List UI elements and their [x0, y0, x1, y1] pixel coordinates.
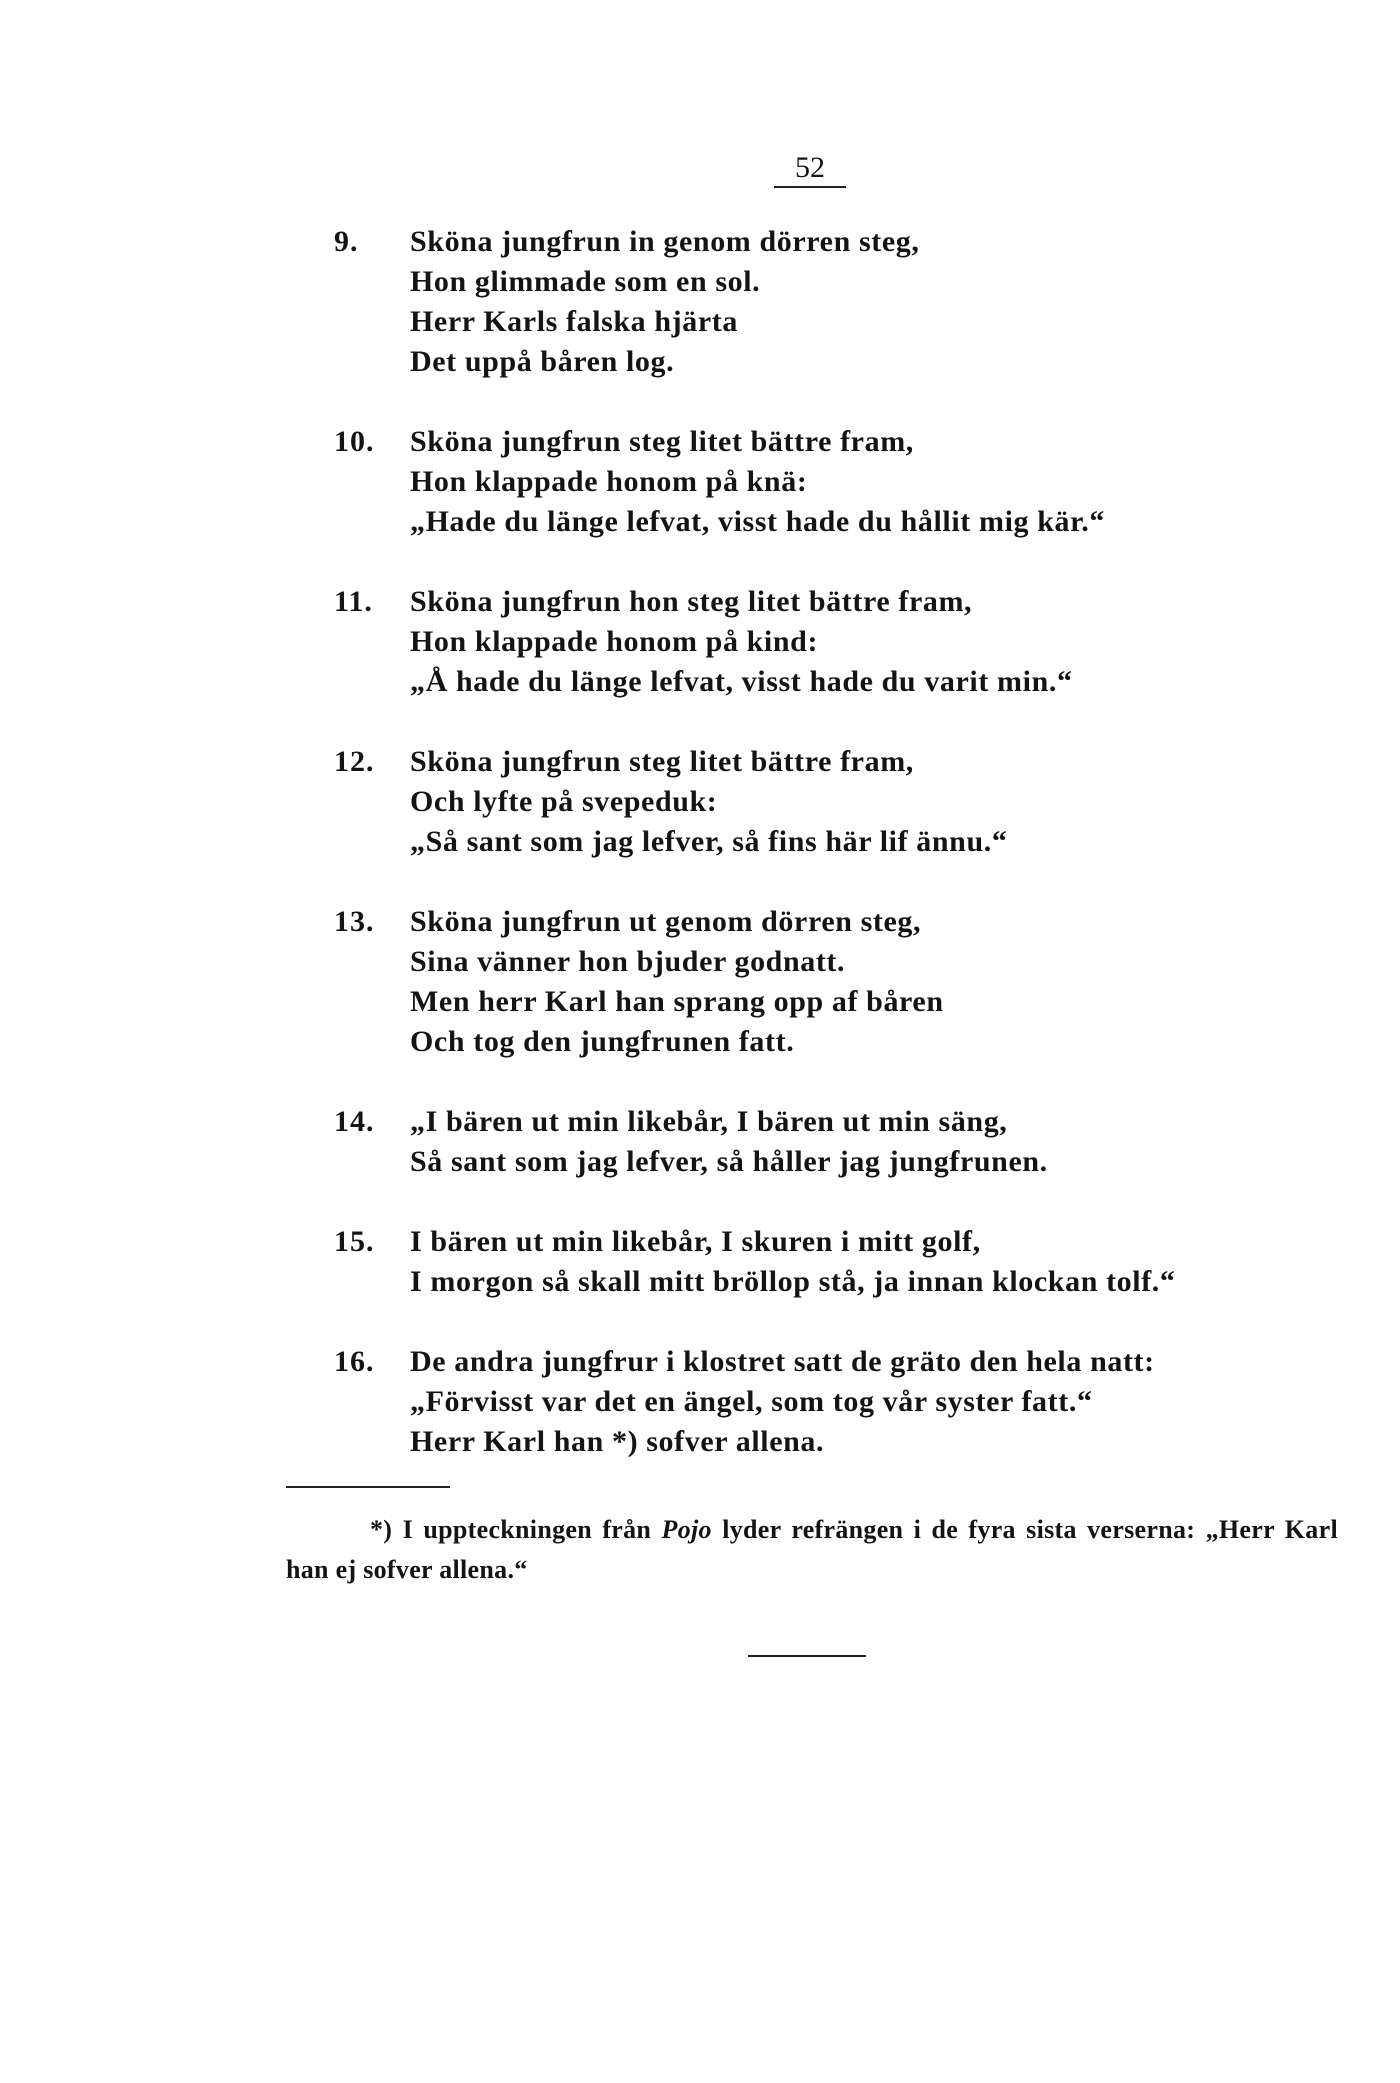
verse-line: Sköna jungfrun steg litet bättre fram,	[410, 745, 914, 778]
verse-line: Hon glimmade som en sol.	[410, 265, 761, 298]
verse-line: „Förvisst var det en ängel, som tog vår syster fatt.“	[410, 1385, 1093, 1418]
verse-line: Sköna jungfrun ut genom dörren steg,	[410, 905, 922, 938]
footnote-text-after: lyder refrängen i de fyra sista verserna: „Herr Karl han ej sofver allena.“	[286, 1515, 1338, 1584]
verse-line: Men herr Karl han sprang opp af båren	[410, 985, 944, 1018]
verse-number: 13.	[334, 905, 375, 938]
verse-line: Sköna jungfrun hon steg litet bättre fram,	[410, 585, 973, 618]
verse-number: 14.	[334, 1105, 375, 1138]
verse-line: Och lyfte på svepeduk:	[410, 785, 718, 818]
footnote	[286, 1510, 1338, 1590]
verse-number: 9.	[334, 225, 359, 258]
verse-number: 10.	[334, 425, 375, 458]
page-number-rule	[774, 186, 846, 188]
verse-line: Och tog den jungfrunen fatt.	[410, 1025, 795, 1058]
footnote-rule	[286, 1486, 450, 1488]
verse-number: 11.	[334, 585, 373, 618]
verse-number: 16.	[334, 1345, 375, 1378]
verse-number: 15.	[334, 1225, 375, 1258]
verse-line: I bären ut min likebår, I skuren i mitt golf,	[410, 1225, 981, 1258]
verse-line: „Å hade du länge lefvat, visst hade du varit min.“	[410, 665, 1073, 698]
verse-line: Sköna jungfrun steg litet bättre fram,	[410, 425, 914, 458]
verse-line: „Hade du länge lefvat, visst hade du hållit mig kär.“	[410, 505, 1105, 538]
verse-line: Det uppå båren log.	[410, 345, 675, 378]
verse-line: Så sant som jag lefver, så håller jag jungfrunen.	[410, 1145, 1048, 1178]
verse-line: Herr Karls falska hjärta	[410, 305, 738, 338]
verse-line: Hon klappade honom på knä:	[410, 465, 808, 498]
verse-line: De andra jungfrur i klostret satt de gräto den hela natt:	[410, 1345, 1155, 1378]
verse-line: I morgon så skall mitt bröllop stå, ja innan klockan tolf.“	[410, 1265, 1176, 1298]
verse-line: Sina vänner hon bjuder godnatt.	[410, 945, 846, 978]
verse-line: „I bären ut min likebår, I bären ut min säng,	[410, 1105, 1008, 1138]
verse-line: „Så sant som jag lefver, så fins här lif ännu.“	[410, 825, 1008, 858]
end-rule	[748, 1655, 866, 1657]
footnote-text-before: I uppteckningen från	[402, 1515, 652, 1544]
verse-number: 12.	[334, 745, 375, 778]
verse-line: Hon klappade honom på kind:	[410, 625, 819, 658]
page-number: 52	[795, 151, 825, 184]
verse-line: Herr Karl han *) sofver allena.	[410, 1425, 825, 1458]
footnote-place: Pojo	[661, 1515, 712, 1544]
footnote-marker: *)	[370, 1515, 393, 1544]
verse-line: Sköna jungfrun in genom dörren steg,	[410, 225, 920, 258]
